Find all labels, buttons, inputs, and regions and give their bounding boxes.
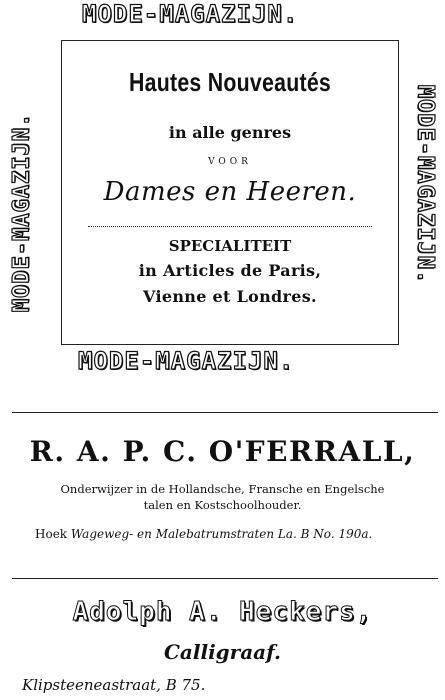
banner-left: MODE-MAGAZIJN. (9, 112, 35, 313)
fashion-ad-box (61, 40, 399, 345)
ad-genres: in alle genres (168, 123, 292, 142)
oferrall-streets: Wageweg- en Malebatrumstraten (70, 527, 275, 541)
banner-bottom: MODE-MAGAZIJN. (78, 347, 295, 375)
oferrall-address-number: La. B No. 190a. (277, 527, 373, 541)
ad-specialiteit: SPECIALITEIT (168, 237, 292, 255)
oferrall-description-line1: Onderwijzer in de Hollandsche, Fransche en Engelsche (60, 482, 385, 496)
ad-headline: Hautes Nouveautés (128, 67, 332, 97)
oferrall-address (35, 527, 372, 541)
heckers-address: Klipsteeneastraat, B 75. (22, 676, 206, 694)
oferrall-name: R. A. P. C. O'FERRALL, (29, 435, 416, 468)
ad-paris: in Articles de Paris, (138, 261, 322, 280)
oferrall-hoek: Hoek (35, 527, 68, 541)
dotted-divider (88, 226, 372, 227)
banner-top: MODE-MAGAZIJN. (82, 0, 299, 28)
heckers-name: Adolph A. Heckers, (72, 597, 373, 627)
divider-rule (12, 578, 438, 579)
oferrall-description-line2: talen en Kostschoolhouder. (143, 498, 302, 512)
banner-right: MODE-MAGAZIJN. (412, 84, 438, 285)
ad-voor: VOOR (208, 157, 252, 167)
divider-rule (12, 412, 438, 413)
ad-dames: Dames en Heeren. (103, 177, 357, 207)
heckers-title: Calligraaf. (164, 640, 281, 664)
ad-vienne: Vienne et Londres. (143, 287, 317, 306)
